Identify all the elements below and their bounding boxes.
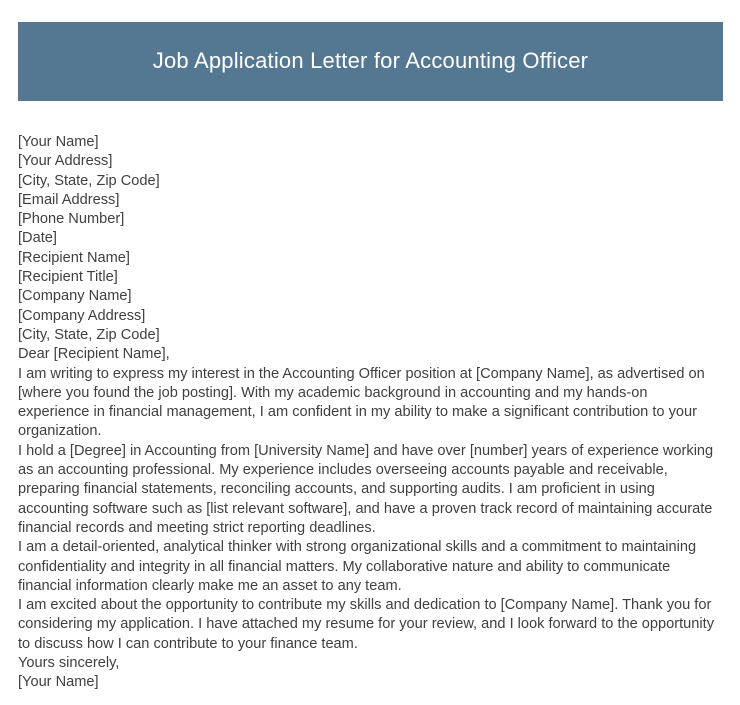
letter-body bbox=[18, 133, 718, 693]
closing: Yours sincerely, bbox=[18, 655, 120, 672]
company-address: [Company Address] bbox=[18, 307, 146, 324]
signature-name: [Your Name] bbox=[18, 674, 99, 691]
company-name: [Company Name] bbox=[18, 288, 132, 305]
page-title: Job Application Letter for Accounting Officer bbox=[152, 48, 589, 74]
paragraph-4: I am excited about the opportunity to contribute my skills and dedication to [Company Name]. Thank you for considering my application. I have attached my resume for your review, and I look forward to the opportunity to discuss how I can contribute to your finance team. bbox=[18, 597, 714, 652]
document-header-banner bbox=[18, 22, 723, 101]
sender-address: [Your Address] bbox=[18, 153, 113, 170]
recipient-title: [Recipient Title] bbox=[18, 269, 118, 286]
recipient-name: [Recipient Name] bbox=[18, 249, 130, 266]
company-city-state-zip: [City, State, Zip Code] bbox=[18, 326, 160, 343]
sender-city-state-zip: [City, State, Zip Code] bbox=[18, 172, 160, 189]
sender-email: [Email Address] bbox=[18, 191, 120, 208]
paragraph-2: I hold a [Degree] in Accounting from [University Name] and have over [number] years of experience working as an accounting professional. My experience includes overseeing accounts payable and receivable, preparing financial statements, reconciling accounts, and supporting audits. I am proficient in using accounting software such as [list relevant software], and have a proven track record of maintaining accurate financial records and meeting strict reporting deadlines. bbox=[18, 442, 714, 536]
paragraph-1: I am writing to express my interest in the Accounting Officer position at [Company Name], as advertised on [where you found the job posting]. With my academic background in accounting and my hands-on experience in financial management, I am confident in my ability to make a significant contribution to your organization. bbox=[18, 365, 705, 440]
sender-name: [Your Name] bbox=[18, 134, 99, 150]
paragraph-3: I am a detail-oriented, analytical thinker with strong organizational skills and a commitment to maintaining confidentiality and integrity in all financial matters. My collaborative nature and ability to communicate financial information clearly make me an asset to any team. bbox=[18, 539, 697, 594]
salutation: Dear [Recipient Name], bbox=[18, 346, 170, 363]
date: [Date] bbox=[18, 230, 57, 247]
sender-phone: [Phone Number] bbox=[18, 211, 125, 228]
